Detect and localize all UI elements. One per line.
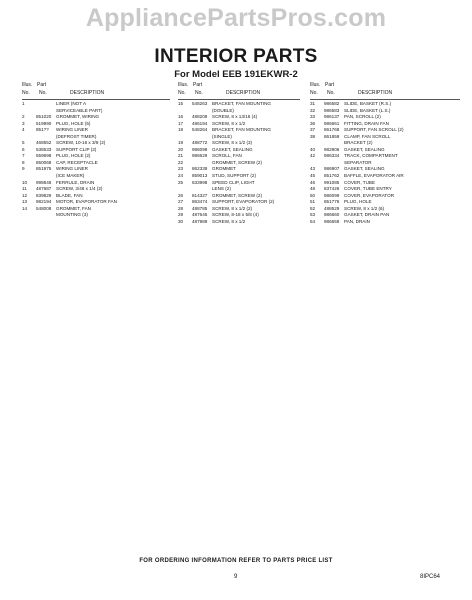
part-description: MOTOR, EVAPORATOR FAN — [56, 199, 117, 205]
illus-number: 48 — [310, 186, 316, 192]
parts-list — [22, 102, 170, 219]
part-number: 850068 — [36, 159, 52, 165]
part-description: GROMMET, FAN — [56, 205, 91, 211]
part-number: 814327 — [192, 192, 208, 198]
part-number — [36, 102, 56, 108]
illus-number: 17 — [178, 120, 184, 126]
illus-number: 38 — [310, 133, 316, 139]
part-number: 486194 — [192, 120, 208, 126]
illus-number: 27 — [178, 199, 184, 205]
part-description: (ICE MAKER) — [56, 173, 85, 179]
header-illus: Illus. — [310, 82, 321, 88]
parts-column-3 — [310, 83, 460, 226]
illus-number — [22, 213, 36, 219]
parts-row — [178, 102, 300, 108]
header-no: No. — [178, 90, 186, 96]
part-description: SUPPORT, FAN SCROLL (2) — [344, 127, 404, 133]
part-description: COVER, TUBE ENTRY — [344, 186, 392, 192]
header-part: Part — [193, 82, 203, 88]
illus-number: 52 — [310, 205, 316, 211]
part-description: SERVICEABLE PART) — [56, 107, 103, 113]
illus-number: 32 — [310, 107, 316, 113]
part-number: 851020 — [36, 114, 52, 120]
part-number: 986660 — [324, 212, 340, 218]
part-description: SCREW, 8 x 13/16 (4) — [212, 114, 258, 120]
part-number: 851?? — [36, 127, 49, 133]
part-number: 998846 — [36, 179, 52, 185]
illus-number: 36 — [310, 120, 316, 126]
part-number: 851762 — [324, 173, 340, 179]
part-description: SCREW, 8 x 1/2 (2) — [212, 205, 253, 211]
part-description: SCREW, 10-16 x 3/8 (2) — [56, 140, 106, 146]
part-number: 986334 — [324, 153, 340, 159]
part-description: BLADE, FAN — [56, 192, 83, 198]
illus-number: 4 — [22, 127, 25, 133]
part-description: SCREW, 8 x 1/2 (3) — [212, 140, 253, 146]
part-number: 851975 — [36, 166, 52, 172]
header-illus: Illus. — [178, 82, 189, 88]
part-description: SCREW, 8 x 1/2 — [212, 120, 246, 126]
part-number: 837426 — [324, 186, 340, 192]
part-description: SUPPORT CLIP (2) — [56, 146, 97, 152]
parts-row — [178, 220, 300, 226]
part-description: PLUG, HOLE (5) — [56, 120, 91, 126]
illus-number: 1 — [22, 101, 25, 106]
part-description: SCREW, 8-18 x 5/8 (4) — [212, 212, 259, 218]
illus-number: 19 — [178, 140, 184, 146]
illus-number: 13 — [22, 199, 28, 205]
part-description: WIRING LINER — [56, 166, 88, 172]
part-number: 982194 — [36, 199, 52, 205]
illus-number: 26 — [178, 192, 184, 198]
part-number: 991085 — [324, 179, 340, 185]
part-description: GASKET, SEALING — [344, 166, 385, 172]
page-subtitle: For Model EEB 191EKWR-2 — [174, 69, 298, 80]
illus-number: 21 — [178, 153, 184, 159]
illus-number: 18 — [178, 127, 184, 133]
parts-row — [22, 207, 170, 213]
part-number: 488785 — [192, 205, 208, 211]
parts-row — [178, 181, 300, 187]
part-number: 986583 — [324, 107, 340, 113]
part-description: PAN, SCROLL (2) — [344, 114, 381, 120]
illus-number: 54 — [310, 218, 316, 224]
part-description: SEPARATOR — [344, 159, 372, 165]
illus-number: 25 — [178, 179, 184, 185]
part-number: 633998 — [192, 179, 208, 185]
document-code: 8IPC64 — [420, 574, 441, 580]
parts-column-1 — [22, 83, 170, 220]
part-number: 468552 — [36, 140, 52, 146]
column-header — [22, 83, 170, 100]
parts-column-2 — [178, 83, 300, 226]
illus-number: 30 — [178, 218, 184, 224]
part-number: 519990 — [36, 120, 52, 126]
part-number: 487989 — [192, 218, 208, 224]
part-description: CLAMP, FAN SCROLL — [344, 133, 391, 139]
parts-list — [178, 102, 300, 226]
part-number: 859013 — [192, 173, 208, 179]
part-description: CAP, RECEPTACLE — [56, 159, 98, 165]
parts-row — [310, 135, 460, 141]
illus-number: 8 — [22, 159, 25, 165]
illus-number: 33 — [310, 114, 316, 120]
part-number: 861768 — [324, 127, 340, 133]
parts-list — [310, 102, 460, 226]
part-number: 862339 — [192, 166, 208, 172]
watermark: AppliancePartsPros.com — [85, 4, 387, 32]
part-description: SCROLL, FAN — [212, 153, 242, 159]
header-no: No. — [22, 90, 30, 96]
part-description: SLIDE, BASKET (R.S.) — [344, 101, 392, 106]
parts-row — [310, 154, 460, 160]
illus-number: 2 — [22, 114, 25, 120]
illus-number: 53 — [310, 212, 316, 218]
part-number: 986661 — [324, 120, 340, 126]
part-number: 851776 — [324, 199, 340, 205]
part-description: BRACKET, FAN MOUNTING — [212, 127, 271, 133]
header-description: DESCRIPTION — [358, 90, 393, 96]
illus-number: 46 — [310, 179, 316, 185]
header-description: DESCRIPTION — [70, 90, 105, 96]
part-description: STUD, SUPPORT (2) — [212, 173, 256, 179]
illus-number: 23 — [178, 166, 184, 172]
part-number: 548263 — [192, 101, 208, 106]
part-description: (DEFROST TIMER) — [56, 133, 97, 139]
part-description: WIRING LINER — [56, 127, 88, 133]
part-number: 548264 — [192, 127, 208, 133]
part-number: 487645 — [192, 212, 208, 218]
illus-number: 5 — [22, 140, 25, 146]
part-number: 488529 — [324, 205, 340, 211]
ordering-footer: FOR ORDERING INFORMATION REFER TO PARTS PRICE LIST — [139, 558, 333, 564]
illus-number: 6 — [22, 146, 25, 152]
illus-number: 16 — [178, 114, 184, 120]
header-part: Part — [37, 82, 47, 88]
illus-number: 42 — [310, 153, 316, 159]
part-description: SCREW, 8 x 1/2 (6) — [344, 205, 385, 211]
illus-number: 24 — [178, 173, 184, 179]
part-description: SCREW, 8 x 1/2 — [212, 218, 246, 224]
parts-row — [22, 167, 170, 173]
part-description: SUPPORT, EVAPORATOR (2) — [212, 199, 275, 205]
part-number: 986659 — [324, 218, 340, 224]
part-description: (DOUBLE) — [212, 107, 234, 113]
part-description: TRACK, COMPARTMENT — [344, 153, 398, 159]
part-description: PAN, DRAIN — [344, 218, 370, 224]
part-description: BAFFLE, EVAPORATOR AIR — [344, 173, 404, 179]
part-description: GASKET, SEALING — [212, 146, 253, 152]
part-number: 986907 — [324, 166, 340, 172]
part-description: GROMMET, SCREW (2) — [212, 192, 263, 198]
column-header — [310, 83, 460, 100]
part-description: PLUG, HOLE (2) — [56, 153, 91, 159]
header-description: DESCRIPTION — [226, 90, 261, 96]
illus-number: 37 — [310, 127, 316, 133]
part-description: BRACKET, FAN MOUNTING — [212, 101, 271, 106]
part-number: 863474 — [192, 199, 208, 205]
part-number: 488772 — [192, 140, 208, 146]
column-header — [178, 83, 300, 100]
illus-number: 40 — [310, 146, 316, 152]
header-no: No. — [39, 90, 47, 96]
illus-number: 20 — [178, 146, 184, 152]
illus-number: 14 — [22, 205, 28, 211]
part-description: (SINGLE) — [212, 133, 232, 139]
part-description: PLUG, HOLE — [344, 199, 372, 205]
illus-number: 9 — [22, 166, 25, 172]
part-description: GROMMET, SCREW (2) — [212, 159, 263, 165]
illus-number: 12 — [22, 192, 28, 198]
page-number: 9 — [234, 574, 238, 580]
part-number — [36, 213, 56, 219]
illus-number: 50 — [310, 192, 316, 198]
illus-number: 22 — [178, 159, 184, 165]
part-description: FERRULE, DRAIN — [56, 179, 95, 185]
part-description: SLIDE, BASKET (L.S.) — [344, 107, 391, 113]
part-description: LENS (2) — [212, 186, 231, 192]
part-description: COVER, EVAPORATOR — [344, 192, 395, 198]
parts-row — [22, 213, 170, 219]
illus-number: 15 — [178, 101, 184, 106]
part-description: GROMMET, WIRING — [56, 114, 100, 120]
illus-number: 43 — [310, 166, 316, 172]
part-number: 548008 — [36, 205, 52, 211]
part-description: COVER, TUBE — [344, 179, 376, 185]
part-number: 487687 — [36, 186, 52, 192]
part-description: LINER (NOT A — [56, 101, 87, 106]
part-number: 986099 — [324, 192, 340, 198]
parts-row — [178, 128, 300, 134]
parts-row — [310, 220, 460, 226]
header-part: Part — [325, 82, 335, 88]
illus-number: 10 — [22, 179, 28, 185]
part-description: MOUNTING (3) — [56, 212, 88, 218]
illus-number: 7 — [22, 153, 25, 159]
part-description: BRACKET (2) — [344, 140, 373, 146]
header-no: No. — [195, 90, 203, 96]
part-number: 659698 — [36, 153, 52, 159]
part-number: 488208 — [192, 114, 208, 120]
part-number: 986582 — [324, 101, 340, 106]
part-number: 986098 — [192, 146, 208, 152]
header-illus: Illus. — [22, 82, 33, 88]
part-number: 839829 — [36, 192, 52, 198]
part-number: 861859 — [324, 133, 340, 139]
illus-number: 11 — [22, 186, 27, 192]
illus-number: 45 — [310, 173, 316, 179]
part-number: 982906 — [324, 146, 340, 152]
illus-number: 51 — [310, 199, 316, 205]
illus-number: 29 — [178, 212, 184, 218]
header-no: No. — [310, 90, 318, 96]
part-number: 986137 — [324, 114, 340, 120]
part-description: FITTING, DRAIN FAN — [344, 120, 389, 126]
parts-row — [22, 128, 170, 134]
part-description: GASKET, DRAIN PAN — [344, 212, 390, 218]
page-title: INTERIOR PARTS — [154, 46, 318, 67]
part-description: GROMMET — [212, 166, 236, 172]
header-no: No. — [327, 90, 335, 96]
part-number: 986629 — [192, 153, 208, 159]
illus-number: 31 — [310, 101, 316, 106]
part-description: SPEED CLIP, LIGHT — [212, 179, 255, 185]
part-description: SCREW, 3/46 x 1/4 (2) — [56, 186, 103, 192]
part-number: 538533 — [36, 146, 52, 152]
part-description: GASKET, SEALING — [344, 146, 385, 152]
illus-number: 28 — [178, 205, 184, 211]
illus-number: 3 — [22, 120, 25, 126]
